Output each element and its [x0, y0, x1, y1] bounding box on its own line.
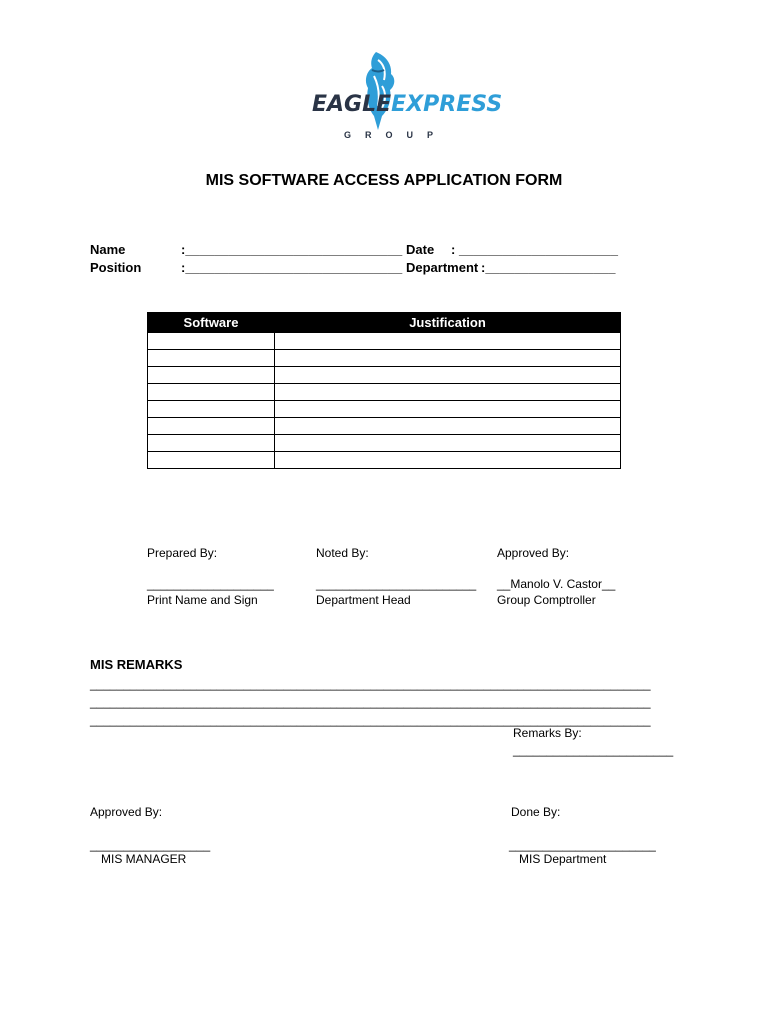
date-label: Date — [406, 242, 435, 257]
position-label: Position — [90, 260, 142, 275]
logo-word-eagle: EAGLE — [312, 92, 392, 117]
software-cell[interactable] — [148, 384, 275, 401]
software-table — [147, 312, 621, 469]
table-row — [148, 384, 621, 401]
mis-remarks-heading: MIS REMARKS — [90, 657, 183, 672]
prepared-by-signature-line[interactable]: ___________________ — [147, 577, 274, 591]
lion-head-icon — [358, 50, 398, 132]
table-header-row — [148, 313, 621, 333]
remarks-line-2[interactable]: ____________________________________________________________________________________ — [90, 695, 651, 709]
name-field[interactable]: :______________________________ — [181, 242, 403, 257]
justification-cell[interactable] — [275, 367, 621, 384]
table-row — [148, 401, 621, 418]
justification-cell[interactable] — [275, 401, 621, 418]
software-cell[interactable] — [148, 333, 275, 350]
prepared-by-label: Prepared By: — [147, 546, 218, 560]
prepared-by-caption: Print Name and Sign — [147, 593, 258, 607]
mis-approved-by-signature-line[interactable]: __________________ — [90, 838, 211, 852]
department-field[interactable]: :__________________ — [481, 260, 616, 275]
remarks-by-label: Remarks By: — [513, 726, 582, 740]
table-row — [148, 350, 621, 367]
done-by-signature-line[interactable]: ______________________ — [509, 838, 656, 852]
remarks-line-3[interactable]: ____________________________________________________________________________________ — [90, 713, 651, 727]
department-label: Department — [406, 260, 479, 275]
approved-by-name: __Manolo V. Castor__ — [497, 577, 616, 591]
column-header-software: Software — [148, 313, 275, 333]
table-row — [148, 435, 621, 452]
noted-by-caption: Department Head — [316, 593, 411, 607]
remarks-by-signature-line[interactable]: ________________________ — [513, 743, 674, 757]
software-cell[interactable] — [148, 452, 275, 469]
logo-wordmark — [312, 92, 502, 117]
remarks-line-1[interactable]: ____________________________________________________________________________________ — [90, 677, 651, 691]
noted-by-label: Noted By: — [316, 546, 369, 560]
software-cell[interactable] — [148, 418, 275, 435]
column-header-justification: Justification — [275, 313, 621, 333]
mis-approved-by-label: Approved By: — [90, 805, 163, 819]
form-title: MIS SOFTWARE ACCESS APPLICATION FORM — [205, 172, 563, 189]
software-cell[interactable] — [148, 367, 275, 384]
justification-cell[interactable] — [275, 418, 621, 435]
position-field[interactable]: :______________________________ — [181, 260, 403, 275]
logo-group-text: GROUP — [344, 130, 448, 140]
logo-word-express: EXPRESS — [391, 92, 503, 117]
name-label: Name — [90, 242, 126, 257]
mis-manager-caption: MIS MANAGER — [101, 852, 187, 866]
software-cell[interactable] — [148, 435, 275, 452]
software-cell[interactable] — [148, 401, 275, 418]
justification-cell[interactable] — [275, 333, 621, 350]
noted-by-signature-line[interactable]: ________________________ — [316, 577, 477, 591]
done-by-label: Done By: — [511, 805, 561, 819]
justification-cell[interactable] — [275, 452, 621, 469]
table-row — [148, 418, 621, 435]
table-row — [148, 367, 621, 384]
table-row — [148, 333, 621, 350]
justification-cell[interactable] — [275, 435, 621, 452]
approved-by-caption: Group Comptroller — [497, 593, 596, 607]
date-field[interactable]: : ______________________ — [451, 242, 619, 257]
software-cell[interactable] — [148, 350, 275, 367]
justification-cell[interactable] — [275, 384, 621, 401]
table-row — [148, 452, 621, 469]
company-logo — [308, 50, 503, 150]
justification-cell[interactable] — [275, 350, 621, 367]
mis-department-caption: MIS Department — [519, 852, 607, 866]
approved-by-label: Approved By: — [497, 546, 570, 560]
